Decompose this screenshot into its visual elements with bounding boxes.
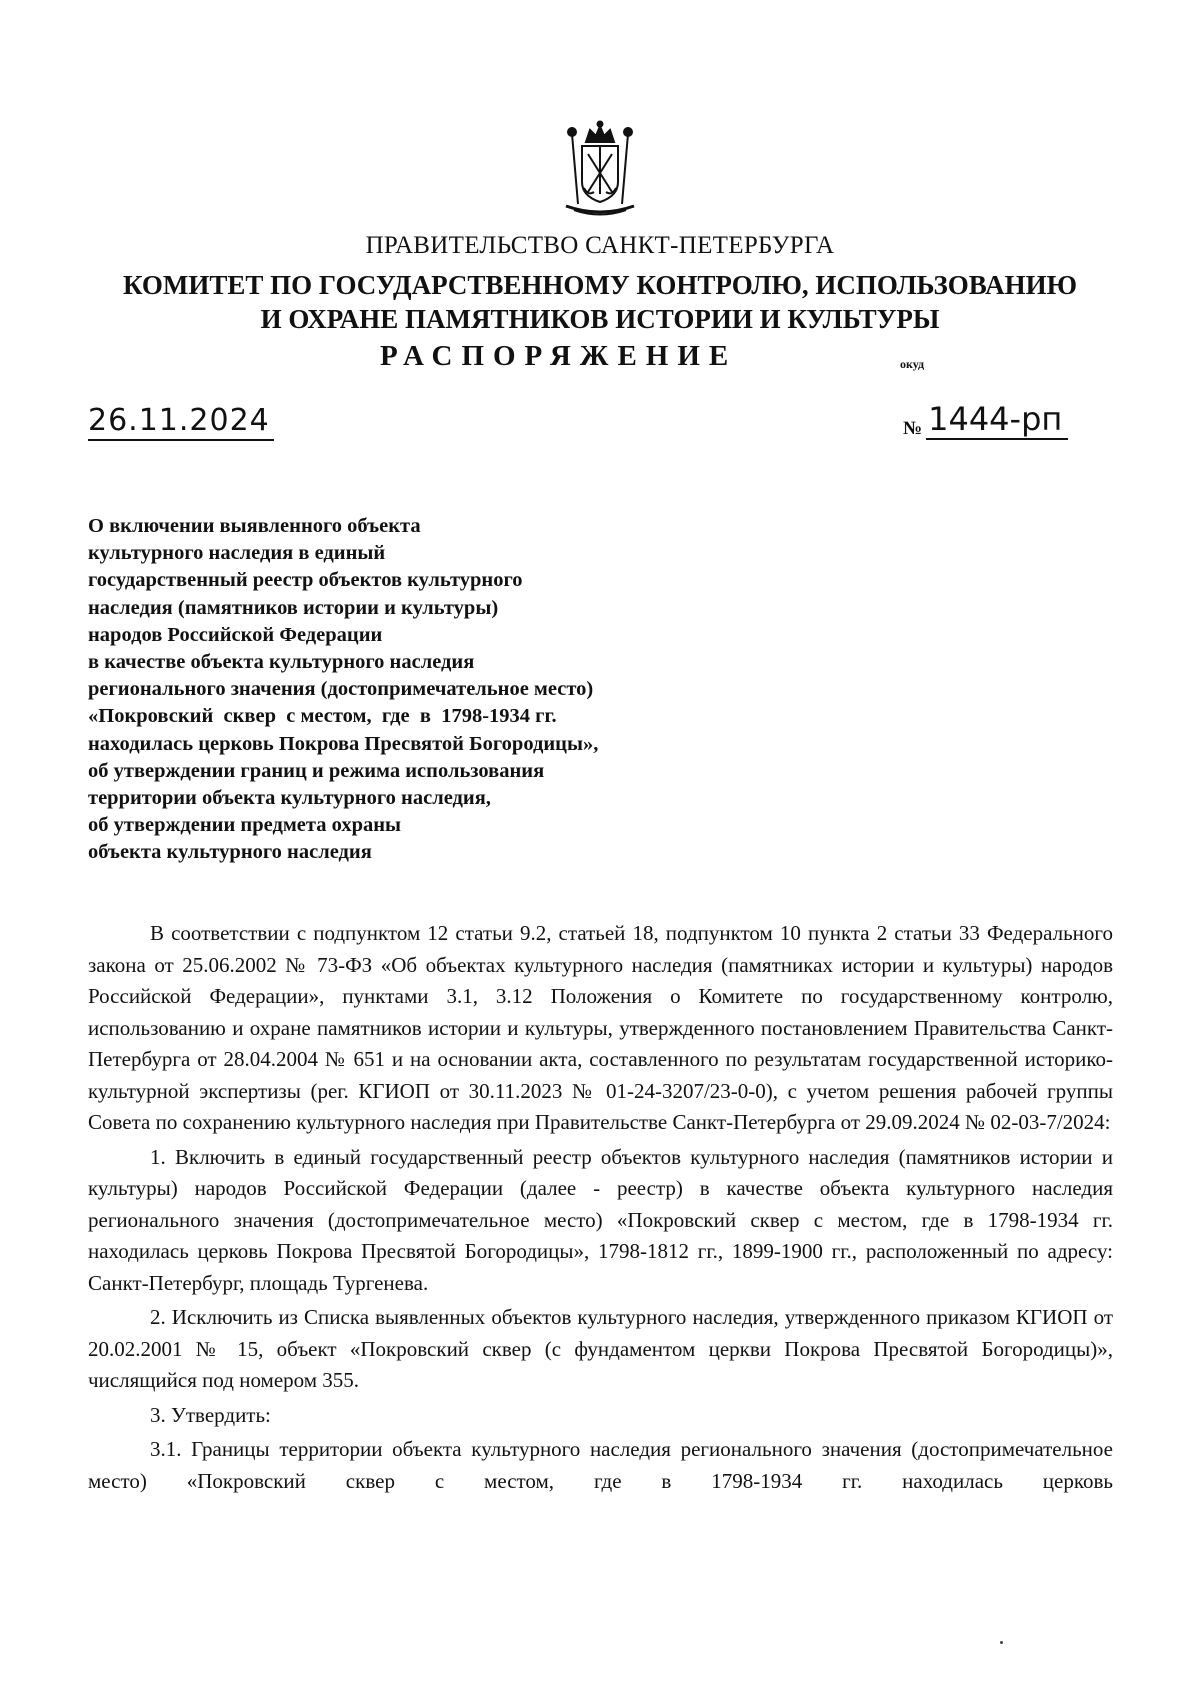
subject-line: народов Российской Федерации	[88, 623, 383, 646]
item-3-1-paragraph: 3.1. Границы территории объекта культурного наследия регионального значения (достопримечательное место) «Покровский сквер с местом, где в 1798-1934 гг. находилась церковь	[88, 1437, 1113, 1493]
subject-line: культурного наследия в единый	[88, 542, 386, 565]
subject-line: «Покровский сквер с местом, где в 1798-1934 гг.	[88, 705, 557, 728]
subject-line: территории объекта культурного наследия,	[88, 787, 491, 810]
okud-label: окуд	[900, 357, 925, 371]
subject-line: государственный реестр объектов культурного	[88, 569, 523, 592]
subject-line: объекта культурного наследия	[88, 841, 372, 864]
government-name: ПРАВИТЕЛЬСТВО САНКТ-ПЕТЕРБУРГА	[365, 232, 835, 259]
scan-speck	[1000, 1641, 1003, 1644]
subject-line: регионального значения (достопримечательное место)	[88, 678, 594, 701]
number-sign: №	[903, 418, 923, 439]
committee-name-line-2: И ОХРАНЕ ПАМЯТНИКОВ ИСТОРИИ И КУЛЬТУРЫ	[260, 304, 940, 334]
document-type: РАСПОРЯЖЕНИЕ	[380, 340, 738, 372]
item-1-paragraph: 1. Включить в единый государственный реестр объектов культурного наследия (памятников истории и культуры) народов Российской Федерации (далее - реестр) в качестве объекта культурного наследия регионального значения (достопримечательное место) «Покровский сквер с местом, где в 1798-1934 гг. находилась церковь Покрова Пресвятой Богородицы», 1798-1812 гг., 1899-1900 гг., расположенный по адресу: Санкт-Петербург, площадь Тургенева.	[88, 1144, 1113, 1295]
committee-name	[0, 268, 1200, 336]
subject-line: наследия (памятников истории и культуры)	[88, 596, 499, 619]
preamble-paragraph: В соответствии с подпунктом 12 статьи 9.2, статьей 18, подпунктом 10 пункта 2 статьи 33 Федерального закона от 25.06.2002 № 73-ФЗ «Об объектах культурного наследия (памятниках истории и культуры) народов Российской Федерации», пунктами 3.1, 3.12 Положения о Комитете по государственному контролю, использованию и охране памятников истории и культуры, утвержденного постановлением Правительства Санкт-Петербурга от 28.04.2004 № 651 и на основании акта, составленного по результатам государственной историко-культурной экспертизы (рег. КГИОП от 30.11.2023 № 01-24-3207/23-0-0), с учетом решения рабочей группы Совета по сохранению культурного наследия при Правительстве Санкт-Петербурга от 29.09.2024 № 02-03-7/2024:	[88, 921, 1113, 1134]
subject-line: об утверждении предмета охраны	[88, 814, 402, 837]
saint-petersburg-coat-of-arms-icon	[552, 120, 648, 220]
document-number-value: 1444-рп	[926, 400, 1068, 440]
item-2-paragraph: 2. Исключить из Списка выявленных объектов культурного наследия, утвержденного приказом КГИОП от 20.02.2001 № 15, объект «Покровский сквер (с фундаментом церкви Покрова Пресвятой Богородицы)», числящийся под номером 355.	[88, 1305, 1113, 1392]
item-3-paragraph: 3. Утвердить:	[150, 1402, 271, 1427]
committee-name-line-1: КОМИТЕТ ПО ГОСУДАРСТВЕННОМУ КОНТРОЛЮ, ИСПОЛЬЗОВАНИЮ	[123, 270, 1077, 300]
document-date: 26.11.2024	[88, 403, 274, 441]
subject-line: в качестве объекта культурного наследия	[88, 651, 475, 674]
document-number	[903, 400, 1068, 440]
subject-line: находилась церковь Покрова Пресвятой Богородицы»,	[88, 732, 599, 755]
document-body	[88, 918, 1113, 1497]
subject-line: об утверждении границ и режима использования	[88, 759, 545, 782]
subject-line: О включении выявленного объекта	[88, 515, 421, 537]
document-subject	[88, 513, 788, 867]
